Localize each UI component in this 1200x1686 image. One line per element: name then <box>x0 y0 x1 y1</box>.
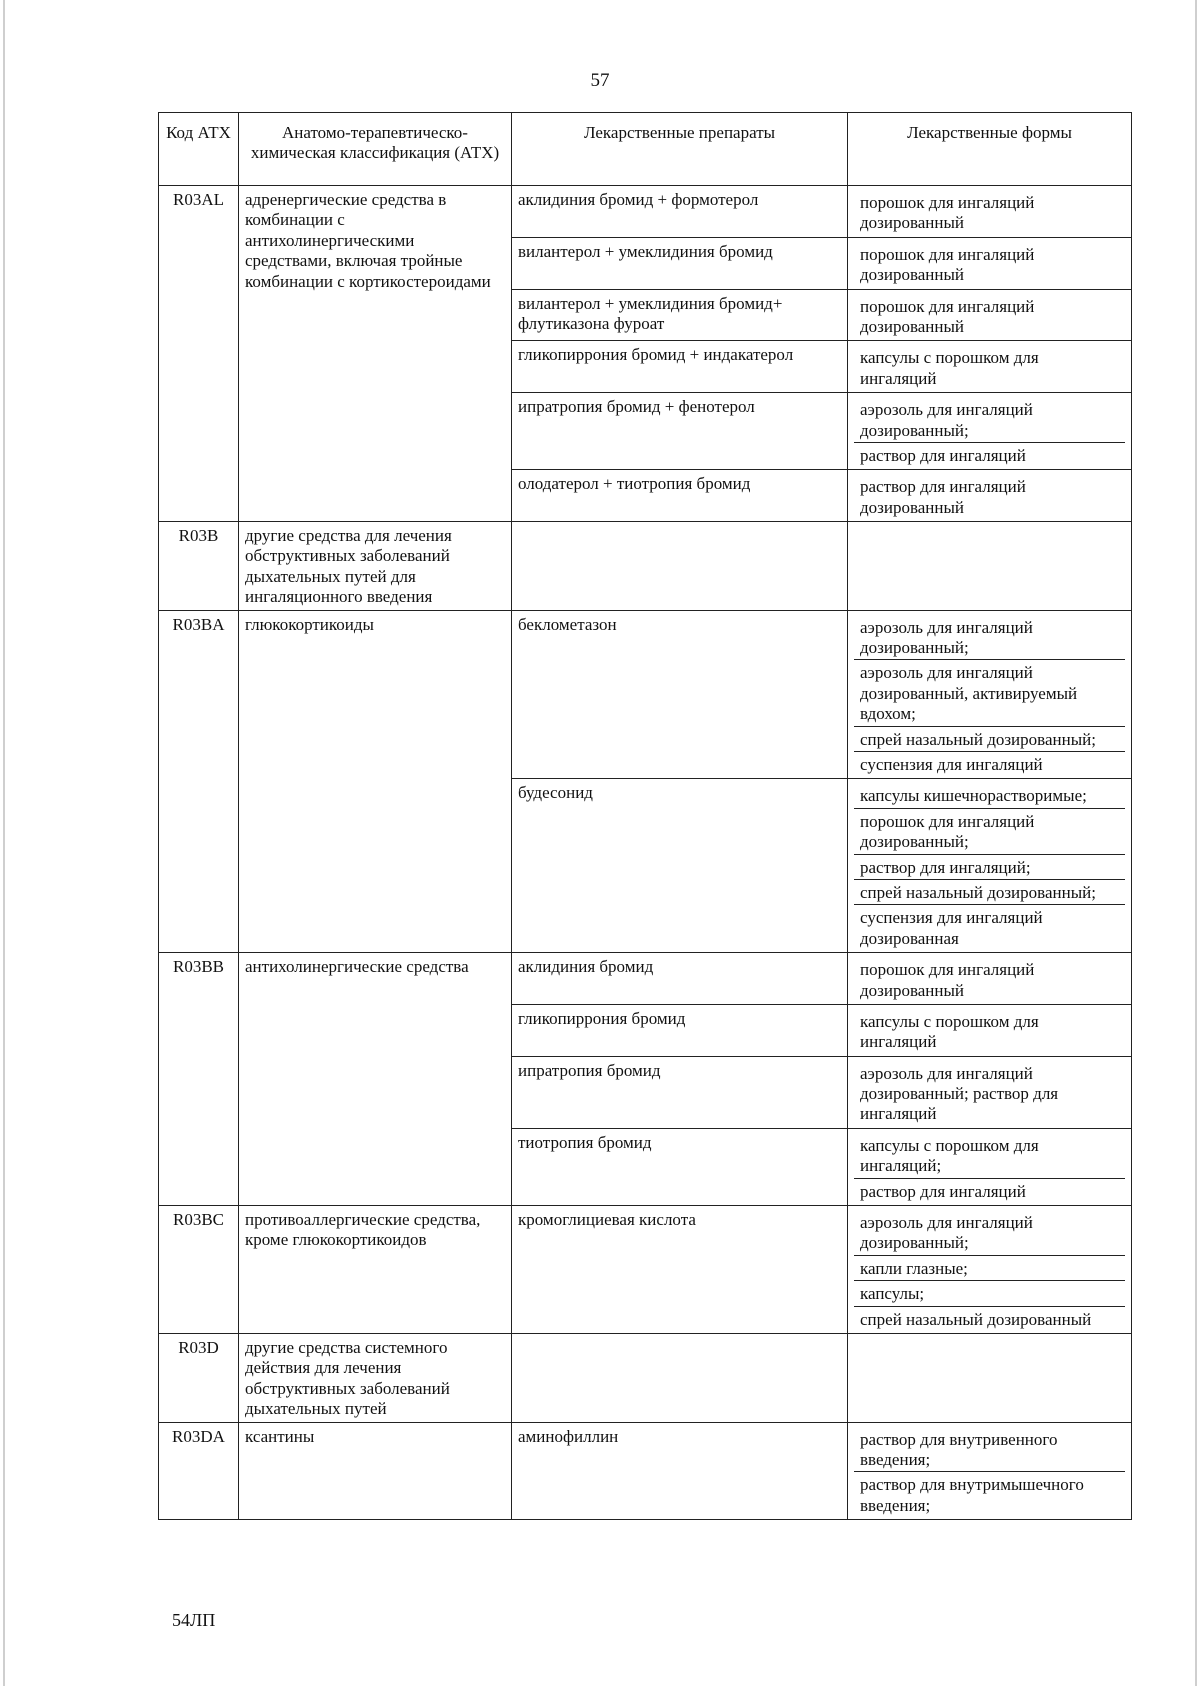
atc-class-cell: глюкокортикоиды <box>239 610 512 952</box>
dosage-form-item: раствор для ингаляций <box>860 1181 1026 1201</box>
table-row <box>159 1422 1132 1520</box>
dosage-form-item: капсулы с порошком для ингаляций <box>860 1011 1039 1052</box>
table-row <box>159 953 1132 1005</box>
drug-cell: гликопиррония бромид + индакатерол <box>512 341 848 393</box>
atc-code-cell: R03DA <box>159 1422 239 1520</box>
atc-code-cell: R03BB <box>159 953 239 1206</box>
dosage-form-cell <box>848 393 1132 470</box>
dosage-form-item: аэрозоль для ингаляций дозированный; раствор для ингаляций <box>860 1063 1059 1124</box>
dosage-form-cell <box>848 186 1132 238</box>
atc-table-body <box>159 186 1132 1520</box>
drug-cell <box>512 522 848 611</box>
dosage-form-item: суспензия для ингаляций дозированная <box>860 908 1043 948</box>
dosage-form-cell <box>848 522 1132 611</box>
dosage-form-cell <box>848 1206 1132 1334</box>
atc-code-cell: R03BA <box>159 610 239 952</box>
drug-cell: аклидиния бромид <box>512 953 848 1005</box>
drug-cell: кромоглициевая кислота <box>512 1206 848 1334</box>
atc-code-cell: R03BC <box>159 1206 239 1334</box>
dosage-form-cell <box>848 1422 1132 1520</box>
drug-cell: вилантерол + умеклидиния бромид <box>512 237 848 289</box>
dosage-form-item: капсулы с порошком для ингаляций; <box>854 1133 1125 1179</box>
dosage-form-item: спрей назальный дозированный; <box>854 880 1125 905</box>
dosage-form-cell <box>848 953 1132 1005</box>
header-drugs: Лекарственные препараты <box>512 113 848 186</box>
table-row <box>159 1333 1132 1422</box>
dosage-form-item: раствор для ингаляций дозированный <box>860 477 1026 517</box>
table-row <box>159 522 1132 611</box>
dosage-form-item: порошок для ингаляций дозированный; <box>854 809 1125 855</box>
document-code: 54ЛП <box>172 1610 216 1630</box>
atc-code-cell: R03B <box>159 522 239 611</box>
dosage-form-cell <box>848 1128 1132 1205</box>
dosage-form-item: раствор для внутримышечного введения; <box>860 1475 1084 1515</box>
header-atc-code: Код АТХ <box>159 113 239 186</box>
drug-cell: аминофиллин <box>512 1422 848 1520</box>
drug-cell: будесонид <box>512 779 848 953</box>
dosage-form-item: раствор для ингаляций <box>860 445 1026 465</box>
drug-cell: беклометазон <box>512 610 848 779</box>
dosage-form-item: порошок для ингаляций дозированный <box>860 296 1035 336</box>
dosage-form-item: капсулы с порошком для ингаляций <box>860 348 1039 388</box>
dosage-form-item: раствор для ингаляций; <box>854 855 1125 880</box>
dosage-form-cell <box>848 470 1132 522</box>
drug-cell: аклидиния бромид + формотерол <box>512 186 848 238</box>
atc-table <box>158 112 1132 1520</box>
dosage-form-item: аэрозоль для ингаляций дозированный; <box>854 1210 1125 1256</box>
header-atc-classification: Анатомо-терапевтическо-химическая классификация (АТХ) <box>239 113 512 186</box>
dosage-form-item: суспензия для ингаляций <box>860 754 1043 774</box>
atc-class-cell: другие средства системного действия для лечения обструктивных заболеваний дыхательных путей <box>239 1333 512 1422</box>
drug-cell <box>512 1333 848 1422</box>
dosage-form-item: спрей назальный дозированный <box>860 1309 1092 1329</box>
header-dosage-forms: Лекарственные формы <box>848 113 1132 186</box>
atc-code-cell: R03AL <box>159 186 239 522</box>
drug-cell: олодатерол + тиотропия бромид <box>512 470 848 522</box>
dosage-form-cell <box>848 1004 1132 1056</box>
atc-class-cell: другие средства для лечения обструктивных заболеваний дыхательных путей для ингаляционного введения <box>239 522 512 611</box>
dosage-form-cell <box>848 341 1132 393</box>
dosage-form-item: порошок для ингаляций дозированный <box>860 193 1035 233</box>
drug-cell: тиотропия бромид <box>512 1128 848 1205</box>
atc-class-cell: ксантины <box>239 1422 512 1520</box>
page-number: 57 <box>590 70 610 91</box>
scan-edge-left <box>3 0 5 1686</box>
atc-class-cell: противоаллергические средства, кроме глюкокортикоидов <box>239 1206 512 1334</box>
drug-cell: ипратропия бромид + фенотерол <box>512 393 848 470</box>
dosage-form-item: капсулы кишечнорастворимые; <box>854 783 1125 808</box>
dosage-form-cell <box>848 1056 1132 1128</box>
dosage-form-item: аэрозоль для ингаляций дозированный, активируемый вдохом; <box>854 660 1125 726</box>
table-row <box>159 1206 1132 1334</box>
dosage-form-item: порошок для ингаляций дозированный <box>860 960 1035 1000</box>
scan-edge-right <box>1195 0 1197 1686</box>
dosage-form-item: раствор для внутривенного введения; <box>854 1427 1125 1473</box>
dosage-form-item: капли глазные; <box>854 1256 1125 1281</box>
dosage-form-cell <box>848 1333 1132 1422</box>
dosage-form-item: капсулы; <box>854 1281 1125 1306</box>
dosage-form-cell <box>848 237 1132 289</box>
dosage-form-cell <box>848 779 1132 953</box>
drug-cell: вилантерол + умеклидиния бромид+ флутиказона фуроат <box>512 289 848 341</box>
atc-code-cell: R03D <box>159 1333 239 1422</box>
table-header-row <box>159 113 1132 186</box>
table-row <box>159 186 1132 238</box>
dosage-form-item: аэрозоль для ингаляций дозированный; <box>854 615 1125 661</box>
drug-cell: ипратропия бромид <box>512 1056 848 1128</box>
atc-class-cell: адренергические средства в комбинации с антихолинергическими средствами, включая тройные комбинации с кортикостероидами <box>239 186 512 522</box>
atc-class-cell: антихолинергические средства <box>239 953 512 1206</box>
dosage-form-cell <box>848 289 1132 341</box>
dosage-form-item: спрей назальный дозированный; <box>854 727 1125 752</box>
table-row <box>159 610 1132 779</box>
dosage-form-item: порошок для ингаляций дозированный <box>860 244 1035 285</box>
dosage-form-cell <box>848 610 1132 779</box>
drug-cell: гликопиррония бромид <box>512 1004 848 1056</box>
dosage-form-item: аэрозоль для ингаляций дозированный; <box>854 397 1125 443</box>
